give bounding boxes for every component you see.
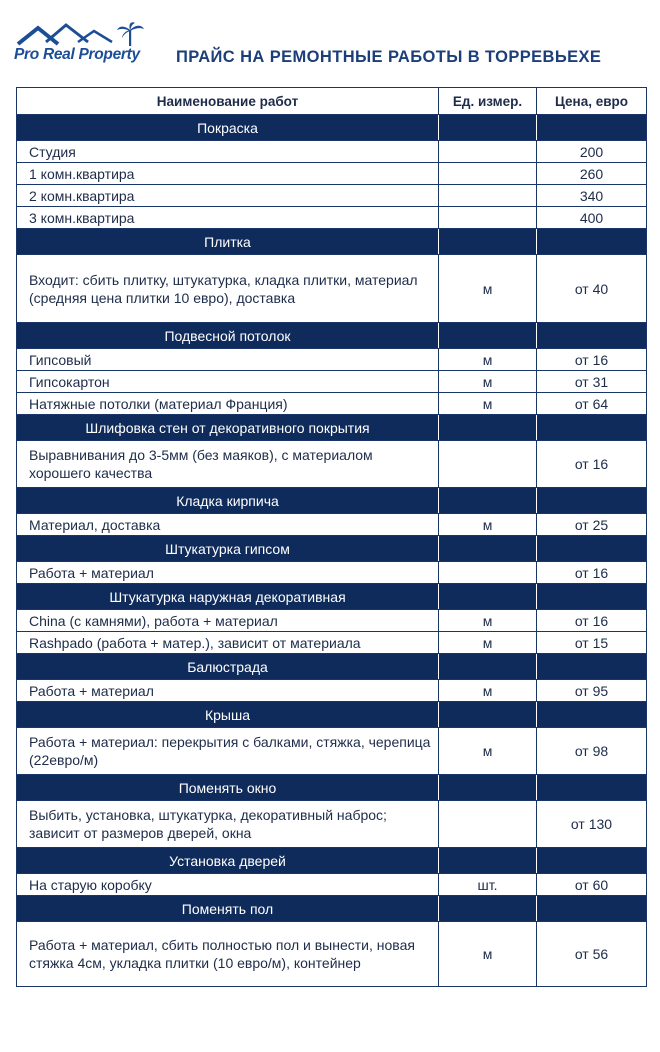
table-row bbox=[17, 185, 647, 207]
price-cell: от 16 bbox=[537, 441, 647, 488]
price-cell: от 64 bbox=[537, 393, 647, 415]
category-empty-cell bbox=[439, 115, 537, 141]
price-cell: от 56 bbox=[537, 922, 647, 987]
category-row bbox=[17, 848, 647, 874]
category-empty-cell bbox=[537, 896, 647, 922]
work-name: China (с камнями), работа + материал bbox=[17, 610, 439, 632]
category-title: Подвесной потолок bbox=[17, 323, 439, 349]
category-empty-cell bbox=[439, 775, 537, 801]
table-row bbox=[17, 441, 647, 488]
table-row bbox=[17, 922, 647, 987]
table-row bbox=[17, 801, 647, 848]
column-header-name: Наименование работ bbox=[17, 88, 439, 115]
table-row bbox=[17, 163, 647, 185]
category-row bbox=[17, 488, 647, 514]
category-title: Поменять пол bbox=[17, 896, 439, 922]
unit-cell: м bbox=[439, 922, 537, 987]
category-empty-cell bbox=[439, 488, 537, 514]
category-title: Установка дверей bbox=[17, 848, 439, 874]
price-cell: от 16 bbox=[537, 562, 647, 584]
category-empty-cell bbox=[439, 654, 537, 680]
category-empty-cell bbox=[537, 702, 647, 728]
unit-cell: м bbox=[439, 610, 537, 632]
unit-cell bbox=[439, 207, 537, 229]
price-cell: от 40 bbox=[537, 255, 647, 323]
category-row bbox=[17, 415, 647, 441]
work-name: Работа + материал: перекрытия с балками, стяжка, черепица (22евро/м) bbox=[17, 728, 439, 775]
category-title: Кладка кирпича bbox=[17, 488, 439, 514]
price-cell: 340 bbox=[537, 185, 647, 207]
price-cell: 260 bbox=[537, 163, 647, 185]
work-name: Входит: сбить плитку, штукатурка, кладка плитки, материал (средняя цена плитки 10 евро), доставка bbox=[17, 255, 439, 323]
work-name: Гипсокартон bbox=[17, 371, 439, 393]
category-empty-cell bbox=[439, 536, 537, 562]
work-name: Материал, доставка bbox=[17, 514, 439, 536]
price-table bbox=[16, 87, 647, 987]
category-title: Балюстрада bbox=[17, 654, 439, 680]
unit-cell: шт. bbox=[439, 874, 537, 896]
table-row bbox=[17, 874, 647, 896]
category-row bbox=[17, 654, 647, 680]
table-row bbox=[17, 255, 647, 323]
category-title: Штукатурка наружная декоративная bbox=[17, 584, 439, 610]
work-name: Работа + материал bbox=[17, 680, 439, 702]
price-cell: от 16 bbox=[537, 349, 647, 371]
unit-cell: м bbox=[439, 514, 537, 536]
unit-cell: м bbox=[439, 393, 537, 415]
price-cell: от 25 bbox=[537, 514, 647, 536]
category-empty-cell bbox=[537, 415, 647, 441]
price-cell: от 15 bbox=[537, 632, 647, 654]
column-header-unit: Ед. измер. bbox=[439, 88, 537, 115]
work-name: Работа + материал bbox=[17, 562, 439, 584]
category-row bbox=[17, 775, 647, 801]
price-cell: от 130 bbox=[537, 801, 647, 848]
unit-cell: м bbox=[439, 371, 537, 393]
table-row bbox=[17, 349, 647, 371]
table-row bbox=[17, 562, 647, 584]
category-row bbox=[17, 323, 647, 349]
category-title: Крыша bbox=[17, 702, 439, 728]
work-name: Натяжные потолки (материал Франция) bbox=[17, 393, 439, 415]
table-row bbox=[17, 728, 647, 775]
work-name: Гипсовый bbox=[17, 349, 439, 371]
work-name: 1 комн.квартира bbox=[17, 163, 439, 185]
work-name: Rashpado (работа + матер.), зависит от материала bbox=[17, 632, 439, 654]
company-logo bbox=[14, 22, 154, 72]
table-row bbox=[17, 514, 647, 536]
table-row bbox=[17, 680, 647, 702]
unit-cell: м bbox=[439, 255, 537, 323]
unit-cell bbox=[439, 441, 537, 488]
unit-cell: м bbox=[439, 680, 537, 702]
category-empty-cell bbox=[439, 896, 537, 922]
category-row bbox=[17, 115, 647, 141]
category-empty-cell bbox=[439, 229, 537, 255]
price-cell: 200 bbox=[537, 141, 647, 163]
category-empty-cell bbox=[439, 584, 537, 610]
price-cell: 400 bbox=[537, 207, 647, 229]
unit-cell bbox=[439, 163, 537, 185]
page-title: ПРАЙС НА РЕМОНТНЫЕ РАБОТЫ В ТОРРЕВЬЕХЕ bbox=[176, 48, 602, 66]
table-row bbox=[17, 207, 647, 229]
category-empty-cell bbox=[537, 488, 647, 514]
category-empty-cell bbox=[537, 775, 647, 801]
unit-cell: м bbox=[439, 349, 537, 371]
column-header-price: Цена, евро bbox=[537, 88, 647, 115]
table-row bbox=[17, 632, 647, 654]
category-empty-cell bbox=[537, 323, 647, 349]
work-name: 2 комн.квартира bbox=[17, 185, 439, 207]
category-title: Покраска bbox=[17, 115, 439, 141]
house-roofs-icon bbox=[16, 22, 156, 48]
work-name: 3 комн.квартира bbox=[17, 207, 439, 229]
category-title: Плитка bbox=[17, 229, 439, 255]
price-cell: от 31 bbox=[537, 371, 647, 393]
price-cell: от 60 bbox=[537, 874, 647, 896]
table-row bbox=[17, 610, 647, 632]
category-empty-cell bbox=[439, 702, 537, 728]
work-name: Выравнивания до 3-5мм (без маяков), с материалом хорошего качества bbox=[17, 441, 439, 488]
palm-tree-icon bbox=[117, 22, 144, 46]
table-row bbox=[17, 141, 647, 163]
category-row bbox=[17, 536, 647, 562]
category-row bbox=[17, 584, 647, 610]
work-name: Выбить, установка, штукатурка, декоративный наброс; зависит от размеров дверей, окна bbox=[17, 801, 439, 848]
category-empty-cell bbox=[439, 415, 537, 441]
category-empty-cell bbox=[537, 848, 647, 874]
category-title: Штукатурка гипсом bbox=[17, 536, 439, 562]
unit-cell: м bbox=[439, 728, 537, 775]
table-row bbox=[17, 371, 647, 393]
unit-cell bbox=[439, 562, 537, 584]
category-empty-cell bbox=[537, 536, 647, 562]
category-empty-cell bbox=[537, 584, 647, 610]
category-row bbox=[17, 896, 647, 922]
category-title: Поменять окно bbox=[17, 775, 439, 801]
category-title: Шлифовка стен от декоративного покрытия bbox=[17, 415, 439, 441]
category-row bbox=[17, 229, 647, 255]
category-row bbox=[17, 702, 647, 728]
table-row bbox=[17, 393, 647, 415]
unit-cell bbox=[439, 185, 537, 207]
unit-cell: м bbox=[439, 632, 537, 654]
category-empty-cell bbox=[439, 323, 537, 349]
price-cell: от 98 bbox=[537, 728, 647, 775]
unit-cell bbox=[439, 141, 537, 163]
category-empty-cell bbox=[537, 229, 647, 255]
category-empty-cell bbox=[537, 654, 647, 680]
brand-name: Pro Real Property bbox=[14, 46, 140, 63]
unit-cell bbox=[439, 801, 537, 848]
table-header-row bbox=[17, 88, 647, 115]
work-name: Студия bbox=[17, 141, 439, 163]
category-empty-cell bbox=[537, 115, 647, 141]
work-name: На старую коробку bbox=[17, 874, 439, 896]
work-name: Работа + материал, сбить полностью пол и вынести, новая стяжка 4см, укладка плитки (10 евро/м), контейнер bbox=[17, 922, 439, 987]
price-cell: от 16 bbox=[537, 610, 647, 632]
price-cell: от 95 bbox=[537, 680, 647, 702]
category-empty-cell bbox=[439, 848, 537, 874]
